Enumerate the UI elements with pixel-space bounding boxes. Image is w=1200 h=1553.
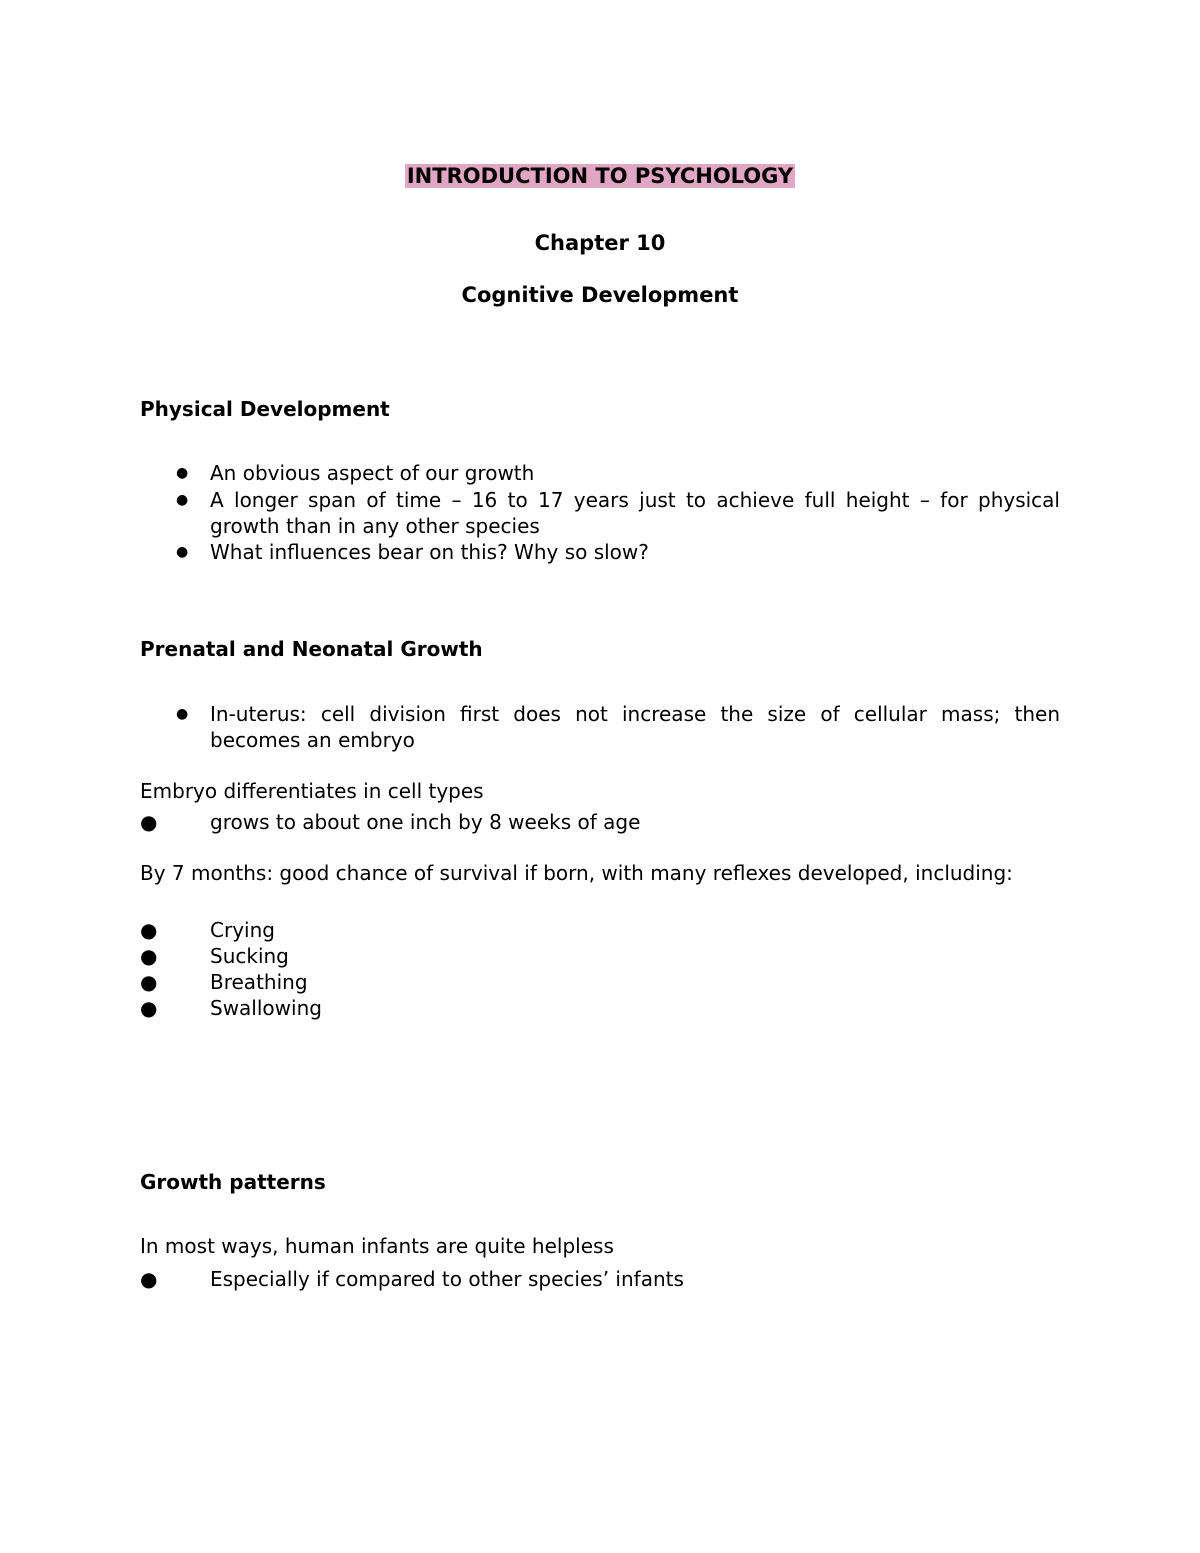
bullet-icon: ● bbox=[176, 544, 189, 560]
bullet-icon: ● bbox=[140, 1267, 158, 1291]
section-heading-growth: Growth patterns bbox=[140, 1170, 326, 1194]
list-item-text: A longer span of time – 16 to 17 years just to achieve full height – for physical growth than in any other species bbox=[210, 488, 1060, 538]
bullet-icon: ● bbox=[140, 810, 158, 834]
list-item-text: Swallowing bbox=[210, 996, 322, 1020]
course-title bbox=[0, 164, 1200, 188]
bullet-icon: ● bbox=[140, 944, 158, 968]
section-heading-physical: Physical Development bbox=[140, 397, 390, 421]
list-item-text: An obvious aspect of our growth bbox=[210, 461, 535, 485]
course-title-text: INTRODUCTION TO PSYCHOLOGY bbox=[406, 164, 794, 188]
list-item-text: grows to about one inch by 8 weeks of age bbox=[210, 810, 641, 834]
bullet-icon: ● bbox=[140, 918, 158, 942]
list-item-text: Breathing bbox=[210, 970, 308, 994]
section-heading-prenatal: Prenatal and Neonatal Growth bbox=[140, 637, 483, 661]
list-item-text: In-uterus: cell division first does not increase the size of cellular mass; then becomes an embryo bbox=[210, 702, 1060, 752]
list-item-text: What influences bear on this? Why so slow? bbox=[210, 540, 649, 564]
bullet-icon: ● bbox=[176, 492, 189, 508]
list-item-text: Crying bbox=[210, 918, 275, 942]
bullet-icon: ● bbox=[176, 465, 189, 481]
bullet-icon: ● bbox=[140, 970, 158, 994]
list-item-text: Sucking bbox=[210, 944, 289, 968]
list-item-text: Especially if compared to other species’ infants bbox=[210, 1267, 684, 1291]
chapter-number: Chapter 10 bbox=[534, 231, 666, 255]
chapter-title: Cognitive Development bbox=[461, 283, 739, 307]
bullet-icon: ● bbox=[176, 706, 189, 722]
bullet-icon: ● bbox=[140, 996, 158, 1020]
growth-intro-paragraph: In most ways, human infants are quite helpless bbox=[140, 1234, 614, 1258]
embryo-paragraph: Embryo differentiates in cell types bbox=[140, 779, 484, 803]
months-paragraph: By 7 months: good chance of survival if born, with many reflexes developed, including: bbox=[140, 861, 1013, 885]
